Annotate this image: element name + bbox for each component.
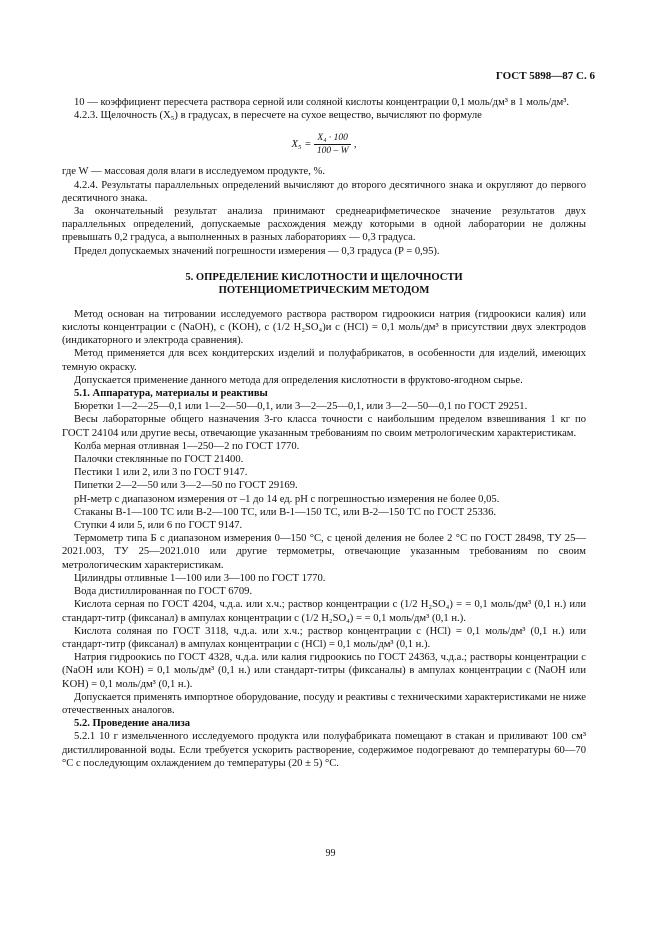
equipment-item: Стаканы В-1—100 ТС или В-2—100 ТС, или В-1—150 ТС, или В-2—150 ТС по ГОСТ 25336. <box>74 506 497 518</box>
page-body <box>62 96 586 770</box>
section-5-title <box>62 271 586 297</box>
paragraph-5-2-1: 5.2.1 10 г измельченного исследуемого продукта или полуфабриката помещают в стакан и приливают 100 см³ дистиллированной воды. Если требуется ускорить растворение, содержимое подогревают до температуры 60—70 °С с последующим охлаждением до температуры (20 ± 5) °С. <box>62 731 586 769</box>
equipment-item: Пестики 1 или 2, или 3 по ГОСТ 9147. <box>74 467 248 479</box>
formula-numerator: X₄ · 100 <box>314 132 350 145</box>
subsection-5-1-title: 5.1. Аппаратура, материалы и реактивы <box>74 388 268 400</box>
equipment-item: Кислота серная по ГОСТ 4204, ч.д.а. или х.ч.; раствор концентрации c (1/2 H₂SO₄) = = 0,1 моль/дм³ (0,1 н.) или стандарт-титр (фиксанал) в ампулах концентрации c (1/2 H₂SO₄) = = 0,1 моль/дм³ (0,1 н.). <box>62 599 586 624</box>
paragraph-applied: Метод применяется для всех кондитерских изделий и полуфабрикатов, в особенности для изделий, имеющих темную окраску. <box>62 348 586 373</box>
page-number: 99 <box>325 848 336 859</box>
equipment-item: Пипетки 2—2—50 или 3—2—50 по ГОСТ 29169. <box>74 480 298 492</box>
paragraph-error-limit: Предел допускаемых значений погрешности измерения — 0,3 градуса (P = 0,95). <box>74 245 440 257</box>
paragraph-4-2-3: 4.2.3. Щелочность (X₅) в градусах, в пересчете на сухое вещество, вычисляют по формуле <box>74 110 482 122</box>
equipment-item: Натрия гидроокись по ГОСТ 4328, ч.д.а. или калия гидроокись по ГОСТ 24363, ч.д.а.; растворы концентрации c (NaOH или KOH) = 0,1 моль/дм³ (0,1 н.) или стандарт-титры (фиксаналы) в ампулах концентрации c (NaOH или KOH) = 0,1 моль/дм³ (0,1 н.). <box>62 652 586 690</box>
formula-x5 <box>62 132 586 157</box>
equipment-item: Весы лабораторные общего назначения 3-го класса точности с наибольшим пределом взвешивания 1 кг по ГОСТ 24104 или другие весы, отвечающие указанным требованиям по своим метрологическим характеристикам. <box>62 414 586 439</box>
paragraph-method: Метод основан на титровании исследуемого раствора раствором гидроокиси натрия (гидроокиси калия) или кислоты концентрации c (NaOH), c (KOH), c (1/2 H₂SO₄)и c (HCl) = 0,1 моль/дм³ в присутствии двух электродов (индикаторного и электрода сравнения). <box>62 308 586 347</box>
equipment-item: Допускается применять импортное оборудование, посуду и реактивы с техническими характеристиками не ниже отечественных аналогов. <box>62 691 586 716</box>
formula-fraction <box>314 132 350 157</box>
equipment-item: Вода дистиллированная по ГОСТ 6709. <box>74 586 253 598</box>
paragraph-4-2-4: 4.2.4. Результаты параллельных определений вычисляют до второго десятичного знака и округляют до первого десятичного знака. <box>62 179 586 204</box>
paragraph-where: где W — массовая доля влаги в исследуемом продукте, %. <box>62 166 325 178</box>
page-header: ГОСТ 5898—87 С. 6 <box>495 70 595 82</box>
equipment-item: Колба мерная отливная 1—250—2 по ГОСТ 1770. <box>74 440 300 452</box>
formula-tail: , <box>353 139 357 151</box>
paragraph-coefficient: 10 — коэффициент пересчета раствора серной или соляной кислоты концентрации 0,1 моль/дм³ в 1 моль/дм³. <box>74 97 570 108</box>
equipment-item: Кислота соляная по ГОСТ 3118, ч.д.а. или х.ч.; раствор концентрации c (HCl) = 0,1 моль/дм³ (0,1 н.) или стандарт-титр (фиксанал) в ампулах концентрации c (HCl) = 0,1 моль/дм³ (0,1 н.). <box>62 625 586 650</box>
paragraph-allowed: Допускается применение данного метода для определения кислотности в фруктово-ягодном сырье. <box>74 374 523 386</box>
equipment-item: Палочки стеклянные по ГОСТ 21400. <box>74 454 244 466</box>
equipment-item: Цилиндры отливные 1—100 или 3—100 по ГОСТ 1770. <box>74 572 326 584</box>
formula-denominator: 100 – W <box>316 146 349 157</box>
section-5-title-line-1: 5. ОПРЕДЕЛЕНИЕ КИСЛОТНОСТИ И ЩЕЛОЧНОСТИ <box>185 271 463 283</box>
paragraph-final-result: За окончательный результат анализа принимают среднеарифметическое значение результатов двух параллельных определений, допускаемые расхождения между которыми в одной лаборатории не должны превышать 0,2 градуса, а выполненных в разных лабораториях — 0,3 градуса. <box>62 206 586 244</box>
formula-lhs: X₅ = <box>291 139 312 151</box>
equipment-item: Термометр типа Б с диапазоном измерения 0—150 °С, с ценой деления не более 2 °С по ГОСТ 28498, ТУ 25—2021.003, ТУ 25—2021.010 или другие термометры, отвечающие указанным требованиям по своим метрологическим характеристикам. <box>62 533 586 571</box>
section-5-title-line-2: ПОТЕНЦИОМЕТРИЧЕСКИМ МЕТОДОМ <box>218 284 430 296</box>
equipment-item: Бюретки 1—2—25—0,1 или 1—2—50—0,1, или 3—2—25—0,1, или 3—2—50—0,1 по ГОСТ 29251. <box>74 401 528 413</box>
equipment-item: Ступки 4 или 5, или 6 по ГОСТ 9147. <box>74 520 243 532</box>
subsection-5-2-title: 5.2. Проведение анализа <box>74 718 190 730</box>
equipment-item: pH-метр с диапазоном измерения от –1 до 14 ед. pH с погрешностью измерения не более 0,05. <box>74 493 500 505</box>
